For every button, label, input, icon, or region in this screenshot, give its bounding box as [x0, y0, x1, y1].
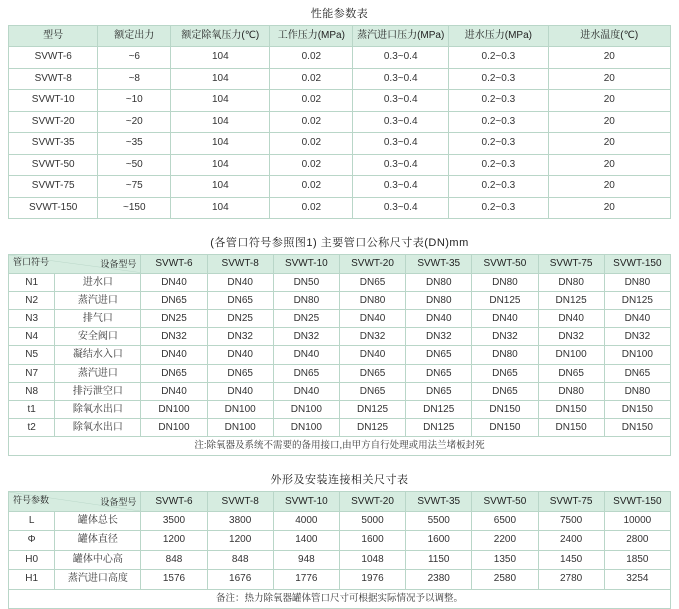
cell: 0.02	[270, 197, 353, 219]
cell-name: 进水口	[55, 273, 141, 291]
cell: DN125	[472, 291, 538, 309]
table-row	[9, 570, 671, 590]
spacer	[8, 458, 671, 466]
cell: DN50	[273, 273, 339, 291]
cell: 1676	[207, 570, 273, 590]
cell: DN65	[141, 291, 207, 309]
col-header-model: SVWT-10	[273, 255, 339, 274]
cell: DN80	[472, 346, 538, 364]
cell: 0.2~0.3	[449, 197, 548, 219]
cell: 104	[171, 197, 270, 219]
cell: ~75	[98, 176, 171, 198]
cell-name: 排气口	[55, 309, 141, 327]
cell: DN40	[207, 273, 273, 291]
cell: 848	[141, 550, 207, 570]
col-header-model: SVWT-8	[207, 255, 273, 274]
cell: 20	[548, 90, 671, 112]
col-header: 额定除氧压力(℃)	[171, 26, 270, 47]
cell: DN65	[472, 364, 538, 382]
cell: 3800	[207, 511, 273, 531]
cell-name: 罐体中心高	[55, 550, 141, 570]
cell-name: 罐体总长	[55, 511, 141, 531]
cell-model: SVWT-150	[9, 197, 98, 219]
table-row	[9, 154, 671, 176]
cell: DN65	[207, 291, 273, 309]
cell: DN100	[538, 346, 604, 364]
cell: 0.3~0.4	[353, 68, 449, 90]
cell: 20	[548, 154, 671, 176]
table-row	[9, 550, 671, 570]
cell: 104	[171, 154, 270, 176]
cell-model: SVWT-20	[9, 111, 98, 133]
cell-name: 蒸汽进口	[55, 291, 141, 309]
col-header-model: SVWT-150	[604, 255, 670, 274]
cell: DN125	[406, 419, 472, 437]
cell: DN80	[273, 291, 339, 309]
table-note-row	[9, 437, 671, 455]
cell: DN65	[207, 364, 273, 382]
cell: DN150	[604, 400, 670, 418]
cell: 4000	[273, 511, 339, 531]
col-header-model: SVWT-75	[538, 255, 604, 274]
cell: DN32	[141, 328, 207, 346]
cell: DN32	[339, 328, 405, 346]
cell: DN40	[538, 309, 604, 327]
cell: DN32	[604, 328, 670, 346]
cell-code: H1	[9, 570, 55, 590]
cell: DN25	[273, 309, 339, 327]
table-header-row	[9, 491, 671, 511]
cell-code: t1	[9, 400, 55, 418]
cell: 0.02	[270, 111, 353, 133]
cell: DN150	[472, 400, 538, 418]
cell: 0.2~0.3	[449, 47, 548, 69]
table-row	[9, 382, 671, 400]
col-header-model: SVWT-6	[141, 255, 207, 274]
cell: DN100	[207, 419, 273, 437]
cell: 20	[548, 111, 671, 133]
cell: DN40	[339, 309, 405, 327]
cell: DN65	[472, 382, 538, 400]
table-row	[9, 176, 671, 198]
col-header-model: SVWT-35	[406, 491, 472, 511]
cell: 20	[548, 176, 671, 198]
cell: 1350	[472, 550, 538, 570]
cell-code: N4	[9, 328, 55, 346]
table-row	[9, 90, 671, 112]
cell: 3254	[604, 570, 670, 590]
cell: DN150	[604, 419, 670, 437]
datasheet-page	[0, 5, 679, 604]
cell: 1600	[406, 531, 472, 551]
cell: 0.2~0.3	[449, 68, 548, 90]
cell: DN40	[273, 382, 339, 400]
cell: 104	[171, 176, 270, 198]
cell: 1048	[339, 550, 405, 570]
cell: 104	[171, 47, 270, 69]
cell: DN40	[141, 382, 207, 400]
col-header-model: SVWT-150	[604, 491, 670, 511]
cell: DN80	[406, 291, 472, 309]
cell: DN65	[406, 382, 472, 400]
col-header-model: SVWT-50	[472, 255, 538, 274]
cell: DN125	[339, 400, 405, 418]
col-header: 进水压力(MPa)	[449, 26, 548, 47]
table-row	[9, 111, 671, 133]
performance-table	[8, 25, 671, 219]
cell: DN150	[472, 419, 538, 437]
cell: 7500	[538, 511, 604, 531]
cell: 1976	[339, 570, 405, 590]
cell: 0.2~0.3	[449, 133, 548, 155]
cell: 1450	[538, 550, 604, 570]
cell: 848	[207, 550, 273, 570]
cell: 0.2~0.3	[449, 176, 548, 198]
table-row	[9, 328, 671, 346]
cell: 1400	[273, 531, 339, 551]
cell: 104	[171, 133, 270, 155]
cell-code: H0	[9, 550, 55, 570]
col-header-model: SVWT-10	[273, 491, 339, 511]
cell-name: 除氧水出口	[55, 419, 141, 437]
dims-note: 备注：热力除氧器罐体管口尺寸可根据实际情况予以调整。	[9, 589, 671, 609]
cell: DN150	[538, 419, 604, 437]
col-header-model: SVWT-8	[207, 491, 273, 511]
nozzle-table-wrap	[8, 254, 671, 456]
cell-model: SVWT-75	[9, 176, 98, 198]
perf-table-title: 性能参数表	[310, 8, 369, 20]
table-row	[9, 531, 671, 551]
cell: DN125	[339, 419, 405, 437]
cell: 20	[548, 197, 671, 219]
cell: 20	[548, 68, 671, 90]
cell: DN125	[538, 291, 604, 309]
cell-code: N8	[9, 382, 55, 400]
cell-code: t2	[9, 419, 55, 437]
cell: DN65	[273, 364, 339, 382]
cell: 0.2~0.3	[449, 111, 548, 133]
cell: 1576	[141, 570, 207, 590]
cell: 1776	[273, 570, 339, 590]
cell: DN40	[472, 309, 538, 327]
cell: DN80	[604, 382, 670, 400]
cell: DN32	[207, 328, 273, 346]
cell: 0.3~0.4	[353, 133, 449, 155]
cell: ~8	[98, 68, 171, 90]
cell: 2800	[604, 531, 670, 551]
cell: DN65	[339, 382, 405, 400]
cell: 2380	[406, 570, 472, 590]
cell-name: 罐体直径	[55, 531, 141, 551]
cell: 0.3~0.4	[353, 154, 449, 176]
col-header: 型号	[9, 26, 98, 47]
col-header: 进水温度(℃)	[548, 26, 671, 47]
dimensions-table	[8, 491, 671, 609]
cell: 2780	[538, 570, 604, 590]
cell: DN40	[273, 346, 339, 364]
cell-name: 蒸汽进口	[55, 364, 141, 382]
cell: 5000	[339, 511, 405, 531]
cell: DN80	[538, 382, 604, 400]
col-header: 蒸汽进口压力(MPa)	[353, 26, 449, 47]
spacer	[8, 221, 671, 229]
cell-name: 排污泄空口	[55, 382, 141, 400]
cell: DN40	[141, 273, 207, 291]
cell: 6500	[472, 511, 538, 531]
table-header-row	[9, 255, 671, 274]
cell: 0.02	[270, 68, 353, 90]
cell-name: 安全阀口	[55, 328, 141, 346]
perf-table-wrap	[8, 25, 671, 219]
col-header-model: SVWT-75	[538, 491, 604, 511]
cell-model: SVWT-35	[9, 133, 98, 155]
cell: 0.3~0.4	[353, 197, 449, 219]
cell: 0.02	[270, 154, 353, 176]
table-row	[9, 419, 671, 437]
nozzle-size-table	[8, 254, 671, 456]
cell: ~35	[98, 133, 171, 155]
cell: DN40	[406, 309, 472, 327]
cell-model: SVWT-8	[9, 68, 98, 90]
cell: DN100	[141, 419, 207, 437]
dims-table-title: 外形及安装连接相关尺寸表	[270, 473, 409, 486]
cell: DN40	[207, 382, 273, 400]
corner-bottom-label: 符号参数	[13, 494, 50, 505]
cell: ~6	[98, 47, 171, 69]
cell: 0.02	[270, 133, 353, 155]
table-note-row	[9, 589, 671, 609]
cell: DN65	[141, 364, 207, 382]
cell: DN100	[207, 400, 273, 418]
table-row	[9, 364, 671, 382]
cell: DN80	[604, 273, 670, 291]
cell: DN40	[141, 346, 207, 364]
cell-name: 蒸汽进口高度	[55, 570, 141, 590]
cell: DN125	[604, 291, 670, 309]
cell: 0.02	[270, 176, 353, 198]
cell: 2200	[472, 531, 538, 551]
cell: DN80	[472, 273, 538, 291]
table-row	[9, 47, 671, 69]
cell-code: N7	[9, 364, 55, 382]
cell: 1200	[207, 531, 273, 551]
cell: 3500	[141, 511, 207, 531]
nozzle-table-title: (各管口符号参照图1) 主要管口公称尺寸表(DN)mm	[210, 237, 469, 249]
cell: ~50	[98, 154, 171, 176]
cell: 104	[171, 68, 270, 90]
cell-name: 凝结水入口	[55, 346, 141, 364]
cell: DN150	[538, 400, 604, 418]
cell: 104	[171, 111, 270, 133]
cell: 1150	[406, 550, 472, 570]
cell: 1200	[141, 531, 207, 551]
table-row	[9, 309, 671, 327]
cell: 948	[273, 550, 339, 570]
cell-code: N1	[9, 273, 55, 291]
cell: 5500	[406, 511, 472, 531]
table-row	[9, 400, 671, 418]
cell: DN80	[538, 273, 604, 291]
cell: 0.3~0.4	[353, 90, 449, 112]
cell: 104	[171, 90, 270, 112]
cell-code: Φ	[9, 531, 55, 551]
cell: 0.3~0.4	[353, 47, 449, 69]
cell: 20	[548, 133, 671, 155]
cell-model: SVWT-50	[9, 154, 98, 176]
cell: DN40	[207, 346, 273, 364]
cell: 10000	[604, 511, 670, 531]
col-header-model: SVWT-50	[472, 491, 538, 511]
cell: 0.2~0.3	[449, 90, 548, 112]
table-row	[9, 68, 671, 90]
cell: 1850	[604, 550, 670, 570]
cell-name: 除氧水出口	[55, 400, 141, 418]
cell: DN80	[339, 291, 405, 309]
cell-code: N5	[9, 346, 55, 364]
cell-code: N2	[9, 291, 55, 309]
cell-model: SVWT-6	[9, 47, 98, 69]
cell: DN25	[141, 309, 207, 327]
cell: DN100	[141, 400, 207, 418]
cell: DN80	[406, 273, 472, 291]
table-row	[9, 197, 671, 219]
cell: DN100	[273, 419, 339, 437]
cell: DN40	[339, 346, 405, 364]
cell: DN100	[273, 400, 339, 418]
cell: ~10	[98, 90, 171, 112]
cell: 0.02	[270, 90, 353, 112]
cell: DN125	[406, 400, 472, 418]
cell: DN32	[273, 328, 339, 346]
cell: 0.02	[270, 47, 353, 69]
corner-bottom-label: 管口符号	[13, 257, 50, 267]
cell: 2580	[472, 570, 538, 590]
cell: DN40	[604, 309, 670, 327]
table-row	[9, 346, 671, 364]
cell-model: SVWT-10	[9, 90, 98, 112]
col-header-model: SVWT-6	[141, 491, 207, 511]
cell-code: N3	[9, 309, 55, 327]
cell: DN32	[472, 328, 538, 346]
col-header: 工作压力(MPa)	[270, 26, 353, 47]
nozzle-note: 注:除氧器及系统不需要的备用接口,由甲方自行处理或用法兰堵板封死	[9, 437, 671, 455]
corner-top-label: 设备型号	[100, 259, 137, 269]
corner-header-cell	[9, 255, 141, 274]
cell: 0.3~0.4	[353, 176, 449, 198]
col-header-model: SVWT-20	[339, 491, 405, 511]
cell: 0.2~0.3	[449, 154, 548, 176]
col-header-model: SVWT-20	[339, 255, 405, 274]
cell: 20	[548, 47, 671, 69]
table-row	[9, 291, 671, 309]
table-row	[9, 133, 671, 155]
table-row	[9, 273, 671, 291]
cell: DN32	[406, 328, 472, 346]
table-row	[9, 511, 671, 531]
cell: DN65	[406, 364, 472, 382]
col-header: 额定出力	[98, 26, 171, 47]
corner-top-label: 设备型号	[100, 496, 137, 507]
col-header-model: SVWT-35	[406, 255, 472, 274]
cell: DN65	[538, 364, 604, 382]
cell: 2400	[538, 531, 604, 551]
cell: DN32	[538, 328, 604, 346]
cell: DN100	[604, 346, 670, 364]
cell: 1600	[339, 531, 405, 551]
corner-header-cell	[9, 491, 141, 511]
cell: ~20	[98, 111, 171, 133]
cell: DN65	[406, 346, 472, 364]
cell: DN25	[207, 309, 273, 327]
cell: 0.3~0.4	[353, 111, 449, 133]
cell: ~150	[98, 197, 171, 219]
cell-code: L	[9, 511, 55, 531]
cell: DN65	[339, 364, 405, 382]
table-header-row	[9, 26, 671, 47]
dims-table-wrap	[8, 491, 671, 609]
cell: DN65	[339, 273, 405, 291]
cell: DN65	[604, 364, 670, 382]
